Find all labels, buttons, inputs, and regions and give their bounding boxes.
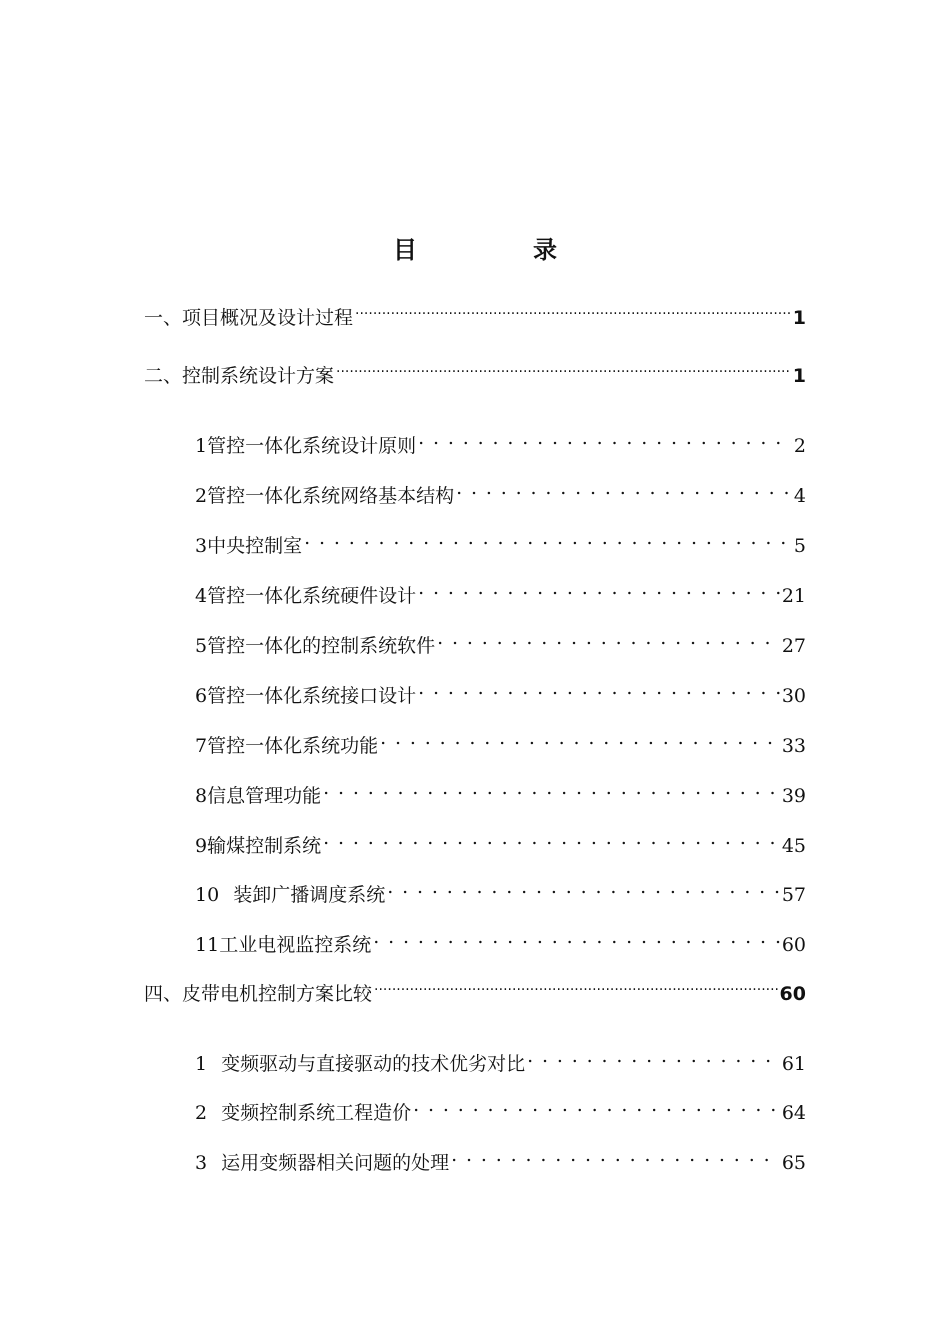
toc-entry-number: 1 (195, 435, 208, 457)
toc-leader-dots (456, 482, 792, 502)
toc-entry-label: 信息管理功能 (207, 785, 322, 807)
toc-entry-label: 控制系统设计方案 (182, 365, 335, 387)
toc-entry-label: 管控一体化系统接口设计 (207, 685, 417, 707)
toc-entry-page: 1 (792, 307, 806, 329)
toc-entry-page: 21 (781, 585, 806, 607)
toc-entry-number: 二、 (144, 365, 183, 387)
toc-entry-page: 1 (792, 365, 806, 387)
toc-entry[interactable] (195, 1149, 806, 1177)
toc-entry[interactable] (195, 881, 806, 909)
toc-entry[interactable] (195, 632, 806, 660)
toc-entry-number: 一、 (144, 307, 183, 329)
toc-entry[interactable] (195, 1050, 806, 1078)
toc-leader-dots (418, 582, 780, 602)
toc-entry-label: 项目概况及设计过程 (182, 307, 354, 329)
toc-leader-dots (304, 532, 792, 552)
toc-entry-number: 1 (195, 1053, 208, 1075)
toc-entry[interactable] (195, 1099, 806, 1127)
toc-entry-page: 60 (779, 983, 806, 1005)
toc-entry[interactable] (195, 782, 806, 810)
toc-entry-number: 四、 (144, 983, 183, 1005)
toc-entry[interactable] (195, 732, 806, 760)
toc-entry-number: 2 (195, 1102, 208, 1124)
toc-entry-number: 9 (195, 835, 208, 857)
toc-leader-dots (418, 682, 780, 702)
toc-entry-number: 10 (195, 884, 220, 906)
toc-leader-dots (355, 304, 791, 324)
toc-entry-label: 输煤控制系统 (207, 835, 322, 857)
toc-leader-dots (336, 362, 791, 382)
toc-entry[interactable] (195, 482, 806, 510)
toc-entry-page: 65 (781, 1152, 806, 1174)
toc-entry-number: 5 (195, 635, 208, 657)
toc-title: 目 录 (393, 236, 603, 264)
toc-leader-dots (451, 1149, 780, 1169)
toc-entry-label: 工业电视监控系统 (219, 934, 372, 956)
toc-entry-page: 33 (781, 735, 806, 757)
toc-leader-dots (323, 782, 780, 802)
toc-entry-label: 运用变频器相关问题的处理 (221, 1152, 450, 1174)
toc-entry-number: 3 (195, 1152, 208, 1174)
toc-leader-dots (413, 1099, 780, 1119)
toc-entry-page: 4 (793, 485, 806, 507)
toc-entry[interactable] (144, 304, 806, 332)
toc-leader-dots (323, 832, 780, 852)
toc-entry-number: 7 (195, 735, 208, 757)
toc-entry-page: 60 (781, 934, 806, 956)
toc-entry-label: 中央控制室 (207, 535, 303, 557)
toc-entry-page: 45 (781, 835, 806, 857)
toc-leader-dots (380, 732, 780, 752)
toc-entry-number: 6 (195, 685, 208, 707)
toc-entry-page: 5 (793, 535, 806, 557)
toc-entry[interactable] (195, 432, 806, 460)
toc-leader-dots (374, 980, 778, 1000)
toc-entry-number: 8 (195, 785, 208, 807)
toc-entry-page: 2 (793, 435, 806, 457)
toc-entry-label: 装卸广播调度系统 (233, 884, 386, 906)
toc-entry-number: 2 (195, 485, 208, 507)
toc-leader-dots (387, 881, 780, 901)
toc-entry[interactable] (195, 532, 806, 560)
toc-entry-label: 管控一体化系统功能 (207, 735, 379, 757)
toc-entry[interactable] (195, 832, 806, 860)
toc-entry-page: 64 (781, 1102, 806, 1124)
toc-entry-label: 管控一体化系统设计原则 (207, 435, 417, 457)
toc-leader-dots (437, 632, 780, 652)
toc-entry[interactable] (195, 582, 806, 610)
toc-entry-label: 变频驱动与直接驱动的技术优劣对比 (221, 1053, 526, 1075)
toc-entry[interactable] (144, 980, 806, 1008)
toc-entry-page: 39 (781, 785, 806, 807)
toc-entry-label: 管控一体化系统硬件设计 (207, 585, 417, 607)
toc-entry-page: 61 (781, 1053, 806, 1075)
toc-entry-number: 11 (195, 934, 220, 956)
toc-entry-number: 4 (195, 585, 208, 607)
toc-entry-page: 30 (781, 685, 806, 707)
toc-entry-page: 57 (781, 884, 806, 906)
toc-entry[interactable] (195, 931, 806, 959)
toc-entry-label: 管控一体化系统网络基本结构 (207, 485, 455, 507)
toc-entry[interactable] (144, 362, 806, 390)
toc-entry-label: 管控一体化的控制系统软件 (207, 635, 436, 657)
toc-leader-dots (373, 931, 780, 951)
toc-entry-number: 3 (195, 535, 208, 557)
toc-entry-label: 变频控制系统工程造价 (221, 1102, 412, 1124)
toc-entry[interactable] (195, 682, 806, 710)
toc-entry-page: 27 (781, 635, 806, 657)
toc-leader-dots (418, 432, 792, 452)
toc-entry-label: 皮带电机控制方案比较 (182, 983, 373, 1005)
toc-leader-dots (527, 1050, 780, 1070)
